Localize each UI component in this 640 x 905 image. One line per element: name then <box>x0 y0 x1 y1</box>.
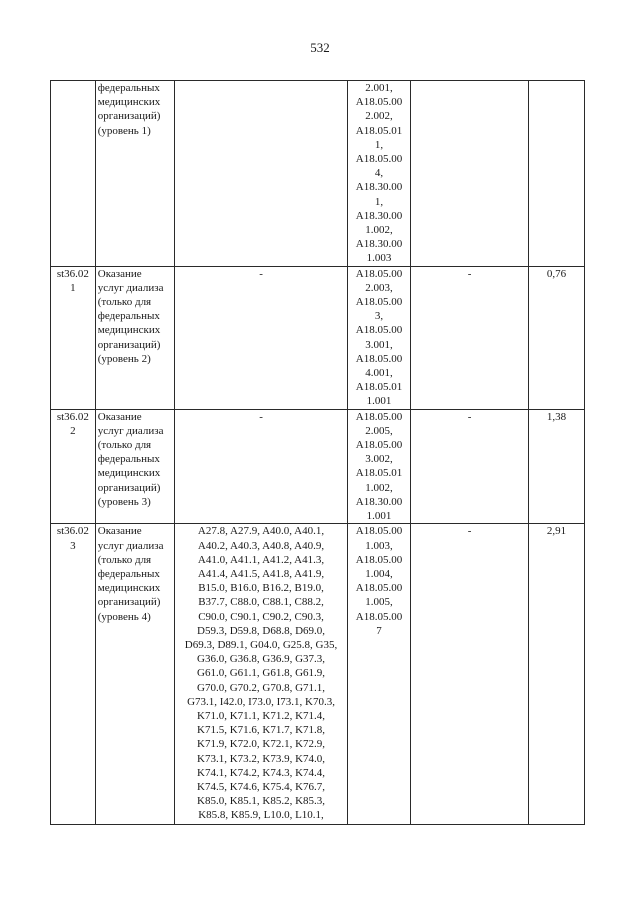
ksg-code-cell: st36.02 1 <box>51 266 96 409</box>
coefficient-cell: 1,38 <box>529 409 585 524</box>
ksg-name-cell: федеральных медицинских организаций) (уровень 1) <box>95 81 174 267</box>
page-number: 532 <box>310 40 330 55</box>
service-codes-cell: A18.05.00 2.003, A18.05.00 3, A18.05.00 3.001, A18.05.00 4.001, A18.05.01 1.001 <box>347 266 410 409</box>
diagnosis-codes-cell <box>175 81 348 267</box>
ksg-code-cell: st36.02 2 <box>51 409 96 524</box>
service-codes-cell: A18.05.00 2.005, A18.05.00 3.002, A18.05.01 1.002, A18.30.00 1.001 <box>347 409 410 524</box>
diagnosis-codes-cell: A27.8, A27.9, A40.0, A40.1, A40.2, A40.3, A40.8, A40.9, A41.0, A41.1, A41.2, A41.3, A41.4, A41.5, A41.8, A41.9, B15.0, B16.0, B16.2, B19.0, B37.7, C88.0, C88.1, C88.2, C90.0, C90.1, C90.2, C90.3, D59.3, D59.8, D68.8, D69.0, D69.3, D89.1, G04.0, G25.8, G35, G36.0, G36.8, G36.9, G37.3, G61.0, G61.1, G61.8, G61.9, G70.0, G70.2, G70.8, G71.1, G73.1, I42.0, I73.0, I73.1, K70.3, K71.0, K71.1, K71.2, K71.4, K71.5, K71.6, K71.7, K71.8, K71.9, K72.0, K72.1, K72.9, K73.1, K73.2, K73.9, K74.0, K74.1, K74.2, K74.3, K74.4, K74.5, K74.6, K75.4, K76.7, K85.0, K85.1, K85.2, K85.3, K85.8, K85.9, L10.0, L10.1, <box>175 524 348 825</box>
coefficient-cell: 0,76 <box>529 266 585 409</box>
ksg-name-cell: Оказание услуг диализа (только для федеральных медицинских организаций) (уровень 4) <box>95 524 174 825</box>
ksg-name-cell: Оказание услуг диализа (только для федеральных медицинских организаций) (уровень 2) <box>95 266 174 409</box>
diagnosis-codes-cell: - <box>175 266 348 409</box>
extra-criteria-cell: - <box>411 409 529 524</box>
table-row <box>51 409 585 524</box>
service-codes-cell: A18.05.00 1.003, A18.05.00 1.004, A18.05.00 1.005, A18.05.00 7 <box>347 524 410 825</box>
coefficient-cell: 2,91 <box>529 524 585 825</box>
extra-criteria-cell: - <box>411 266 529 409</box>
ksg-code-cell <box>51 81 96 267</box>
coefficient-cell <box>529 81 585 267</box>
extra-criteria-cell: - <box>411 524 529 825</box>
table-row <box>51 266 585 409</box>
diagnosis-codes-cell: - <box>175 409 348 524</box>
ksg-name-cell: Оказание услуг диализа (только для федеральных медицинских организаций) (уровень 3) <box>95 409 174 524</box>
tariff-table <box>50 80 585 825</box>
ksg-code-cell: st36.02 3 <box>51 524 96 825</box>
extra-criteria-cell <box>411 81 529 267</box>
service-codes-cell: 2.001, A18.05.00 2.002, A18.05.01 1, A18.05.00 4, A18.30.00 1, A18.30.00 1.002, A18.30.00 1.003 <box>347 81 410 267</box>
table-row <box>51 524 585 825</box>
table-row <box>51 81 585 267</box>
